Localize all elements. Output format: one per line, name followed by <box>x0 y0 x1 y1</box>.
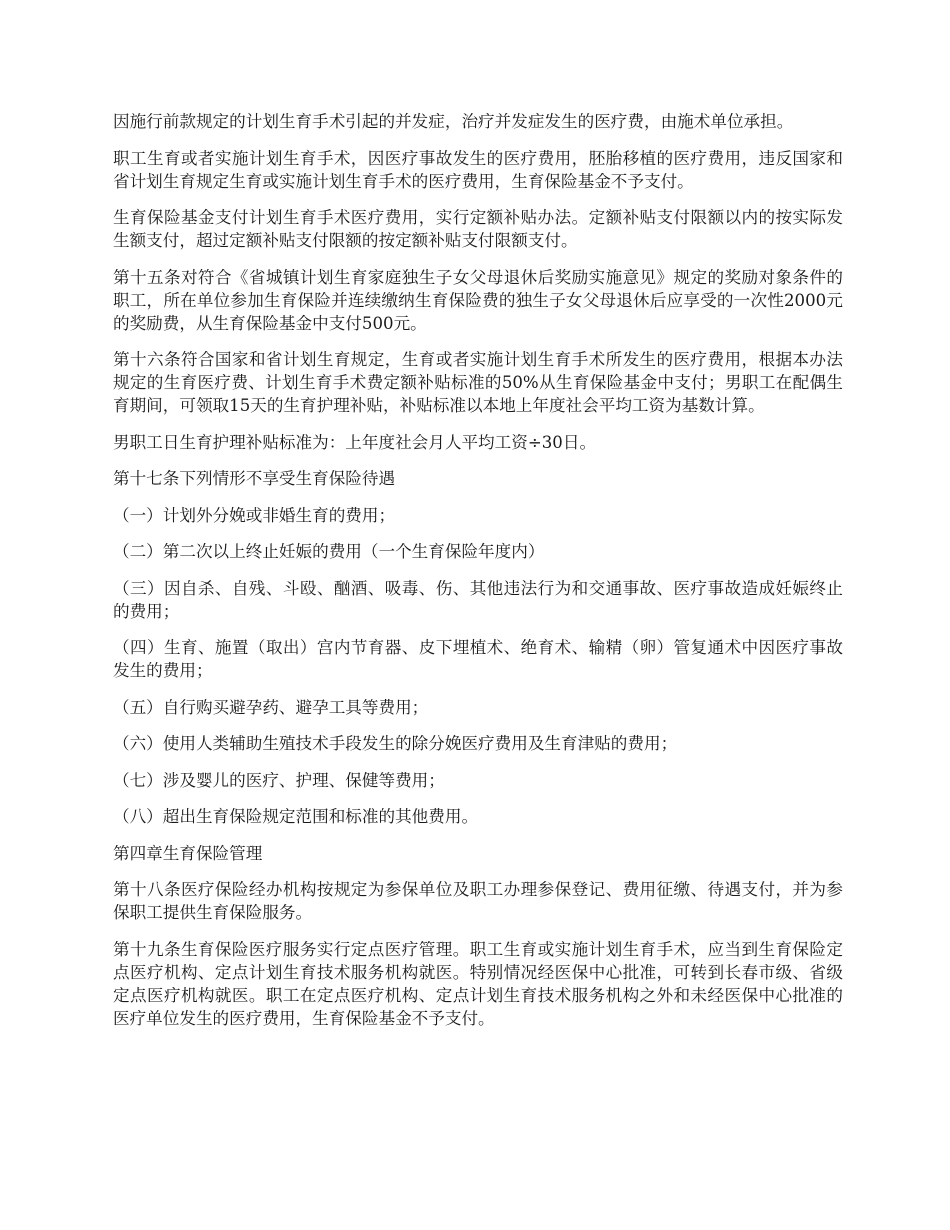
paragraph-article-17: 第十七条下列情形不享受生育保险待遇 <box>113 469 396 488</box>
list-item-5: （五）自行购买避孕药、避孕工具等费用； <box>113 697 429 717</box>
list-item-1: （一）计划外分娩或非婚生育的费用； <box>113 505 396 525</box>
paragraph-article-19: 第十九条生育保险医疗服务实行定点医疗管理。职工生育或实施计划生育手术，应当到生育保险定点医疗机构、定点计划生育技术服务机构就医。特别情况经医保中心批准，可转到长春市级、省级定点医疗机构就医。职工在定点医疗机构、定点计划生育技术服务机构之外和未经医保中心批准的医疗单位发生的医疗费用，生育保险基金不予支付。 <box>113 939 843 1028</box>
document-body <box>113 110 843 1043</box>
list-item-8: （八）超出生育保险规定范围和标准的其他费用。 <box>113 807 479 826</box>
list-item-4: （四）生育、施置（取出）宫内节育器、皮下埋植术、绝育术、输精（卵）管复通术中因医疗事故发生的费用； <box>113 638 843 680</box>
paragraph-complication-cost: 因施行前款规定的计划生育手术引起的并发症，治疗并发症发生的医疗费，由施术单位承担。 <box>113 112 794 131</box>
paragraph-fixed-subsidy: 生育保险基金支付计划生育手术医疗费用，实行定额补贴办法。定额补贴支付限额以内的按实际发生额支付，超过定额补贴支付限额的按定额补贴支付限额支付。 <box>113 208 843 250</box>
list-item-3: （三）因自杀、自残、斗殴、酗酒、吸毒、伤、其他违法行为和交通事故、医疗事故造成妊娠终止的费用； <box>113 578 843 621</box>
list-item-2: （二）第二次以上终止妊娠的费用（一个生育保险年度内） <box>113 542 545 561</box>
paragraph-nursing-allowance: 男职工日生育护理补贴标准为：上年度社会月人平均工资÷30日。 <box>113 432 597 452</box>
paragraph-article-16: 第十六条符合国家和省计划生育规定，生育或者实施计划生育手术所发生的医疗费用，根据本办法规定的生育医疗费、计划生育手术费定额补贴标准的50%从生育保险基金中支付；男职工在配偶生育期间，可领取15天的生育护理补贴，补贴标准以本地上年度社会平均工资为基数计算。 <box>113 350 843 415</box>
paragraph-excluded-costs: 职工生育或者实施计划生育手术，因医疗事故发生的医疗费用，胚胎移植的医疗费用，违反国家和省计划生育规定生育或实施计划生育手术的医疗费用，生育保险基金不予支付。 <box>113 148 843 191</box>
paragraph-article-18: 第十八条医疗保险经办机构按规定为参保单位及职工办理参保登记、费用征缴、待遇支付，并为参保职工提供生育保险服务。 <box>113 880 843 922</box>
chapter-heading: 第四章生育保险管理 <box>113 843 263 863</box>
list-item-7: （七）涉及婴儿的医疗、护理、保健等费用； <box>113 770 445 790</box>
paragraph-article-15: 第十五条对符合《省城镇计划生育家庭独生子女父母退休后奖励实施意见》规定的奖励对象条件的职工，所在单位参加生育保险并连续缴纳生育保险费的独生子女父母退休后应享受的一次性2000元的奖励费，从生育保险基金中支付500元。 <box>113 267 843 333</box>
list-item-6: （六）使用人类辅助生殖技术手段发生的除分娩医疗费用及生育津贴的费用； <box>113 734 678 753</box>
